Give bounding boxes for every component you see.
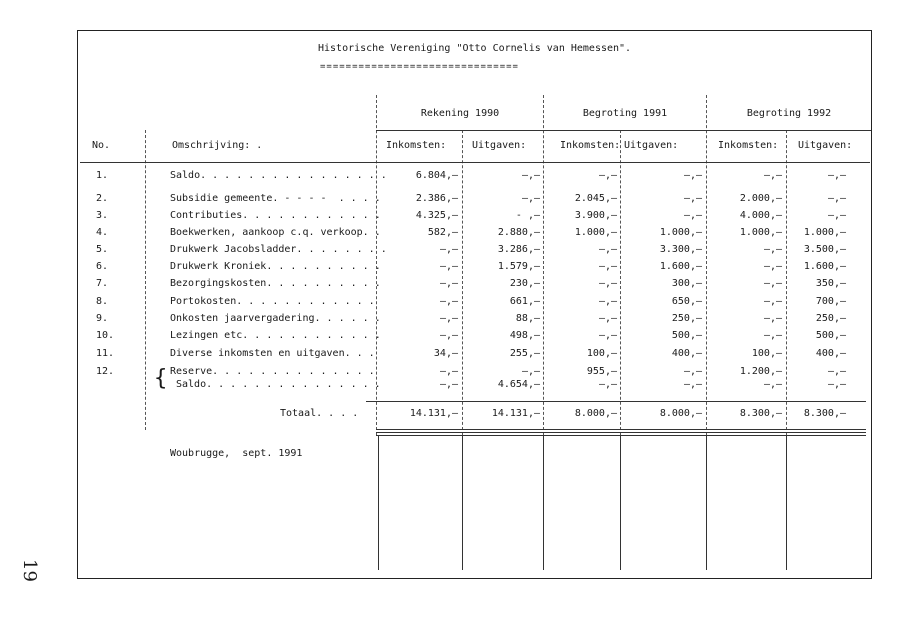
row-value: —,— <box>683 210 702 221</box>
group-header-rekening-1990: Rekening 1990 <box>420 108 500 119</box>
row-number: 9. <box>96 313 109 324</box>
column-header-inkomsten: Inkomsten: <box>718 140 779 151</box>
row-value: —,— <box>521 366 540 377</box>
row-value: —,— <box>598 278 617 289</box>
row-value: —,— <box>827 193 846 204</box>
row-value: 500,— <box>671 330 702 341</box>
row-number: 12. <box>96 366 115 377</box>
group-header-begroting-1992: Begroting 1992 <box>746 108 832 119</box>
row-description: Boekwerken, aankoop c.q. verkoop. . <box>170 227 381 238</box>
total-value: 14.131,— <box>491 408 540 419</box>
row-value: 955,— <box>586 366 617 377</box>
row-value: - ,— <box>515 210 540 221</box>
divider-line <box>80 162 870 163</box>
column-header-uitgaven: Uitgaven: <box>624 140 679 151</box>
total-label: Totaal. . . . <box>280 408 359 419</box>
column-header-uitgaven: Uitgaven: <box>472 140 527 151</box>
row-value: —,— <box>683 379 702 390</box>
row-description: Drukwerk Jacobsladder. . . . . . . . <box>170 244 387 255</box>
row-value: 230,— <box>509 278 540 289</box>
row-value: —,— <box>763 296 782 307</box>
row-value: 100,— <box>586 348 617 359</box>
row-value: 1.200,— <box>739 366 782 377</box>
row-number: 6. <box>96 261 109 272</box>
row-value: 1.000,— <box>659 227 702 238</box>
row-value: —,— <box>439 366 458 377</box>
row-value: 6.804,— <box>415 170 458 181</box>
row-description: Contributies. . . . . . . . . . . . <box>170 210 381 221</box>
divider-line <box>376 435 866 436</box>
row-value: 100,— <box>751 348 782 359</box>
row-value: 498,— <box>509 330 540 341</box>
row-value: —,— <box>827 379 846 390</box>
brace-symbol: { <box>154 366 168 391</box>
row-description: Lezingen etc. . . . . . . . . . . . <box>170 330 381 341</box>
row-value: —,— <box>439 278 458 289</box>
row-value: —,— <box>439 379 458 390</box>
row-value: 1.000,— <box>803 227 846 238</box>
divider-line <box>462 435 463 570</box>
row-value: 661,— <box>509 296 540 307</box>
row-value: 250,— <box>671 313 702 324</box>
row-value: —,— <box>827 210 846 221</box>
row-description: Drukwerk Kroniek. . . . . . . . . . <box>170 261 381 272</box>
row-description: Saldo. . . . . . . . . . . . . . . . <box>170 170 387 181</box>
divider-line <box>786 130 787 435</box>
divider-line <box>145 130 146 430</box>
row-number: 2. <box>96 193 109 204</box>
page-number: 19 <box>18 559 40 582</box>
row-description: Reserve. . . . . . . . . . . . . . <box>170 366 375 377</box>
row-number: 7. <box>96 278 109 289</box>
row-value: 3.900,— <box>574 210 617 221</box>
row-value: 1.600,— <box>803 261 846 272</box>
row-value: —,— <box>763 278 782 289</box>
column-header-uitgaven: Uitgaven: <box>798 140 853 151</box>
row-value: 1.579,— <box>497 261 540 272</box>
row-value: 2.045,— <box>574 193 617 204</box>
divider-line <box>786 435 787 570</box>
row-value: 400,— <box>815 348 846 359</box>
row-description: Bezorgingskosten. . . . . . . . . . <box>170 278 381 289</box>
divider-line <box>378 435 379 570</box>
divider-line <box>376 130 871 131</box>
row-value: —,— <box>763 313 782 324</box>
row-description: Saldo. . . . . . . . . . . . . . . <box>176 379 381 390</box>
row-value: —,— <box>763 170 782 181</box>
total-value: 8.000,— <box>574 408 617 419</box>
divider-line <box>543 95 544 435</box>
total-value: 14.131,— <box>409 408 458 419</box>
row-description: Diverse inkomsten en uitgaven. . . <box>170 348 375 359</box>
row-value: 700,— <box>815 296 846 307</box>
row-value: —,— <box>439 330 458 341</box>
total-value: 8.000,— <box>659 408 702 419</box>
row-value: 3.286,— <box>497 244 540 255</box>
row-value: —,— <box>439 261 458 272</box>
divider-line <box>543 435 544 570</box>
row-value: 650,— <box>671 296 702 307</box>
divider-line <box>462 130 463 435</box>
divider-line <box>366 401 866 402</box>
row-number: 1. <box>96 170 109 181</box>
row-value: 400,— <box>671 348 702 359</box>
total-value: 8.300,— <box>739 408 782 419</box>
column-header-inkomsten: Inkomsten: <box>386 140 447 151</box>
row-value: 2.000,— <box>739 193 782 204</box>
row-value: 1.600,— <box>659 261 702 272</box>
column-header-inkomsten: Inkomsten: <box>560 140 621 151</box>
row-value: 3.300,— <box>659 244 702 255</box>
row-value: 250,— <box>815 313 846 324</box>
row-value: 4.325,— <box>415 210 458 221</box>
footer-place-date: Woubrugge, sept. 1991 <box>170 448 303 459</box>
divider-line <box>620 130 621 435</box>
divider-line <box>706 95 707 435</box>
row-value: —,— <box>683 366 702 377</box>
row-value: 1.000,— <box>574 227 617 238</box>
row-value: 255,— <box>509 348 540 359</box>
row-value: —,— <box>763 261 782 272</box>
row-number: 4. <box>96 227 109 238</box>
row-number: 11. <box>96 348 115 359</box>
row-value: —,— <box>598 379 617 390</box>
title-underline: =============================== <box>320 62 519 72</box>
row-value: 1.000,— <box>739 227 782 238</box>
total-value: 8.300,— <box>803 408 846 419</box>
row-value: —,— <box>598 313 617 324</box>
column-header-omschrijving: Omschrijving: . <box>172 140 263 151</box>
row-value: —,— <box>439 296 458 307</box>
row-value: —,— <box>598 261 617 272</box>
row-value: —,— <box>598 244 617 255</box>
row-value: 300,— <box>671 278 702 289</box>
row-value: 500,— <box>815 330 846 341</box>
row-value: —,— <box>598 170 617 181</box>
row-value: 4.654,— <box>497 379 540 390</box>
group-header-begroting-1991: Begroting 1991 <box>582 108 668 119</box>
row-value: 350,— <box>815 278 846 289</box>
row-value: 34,— <box>433 348 458 359</box>
divider-line <box>620 435 621 570</box>
row-value: 2.386,— <box>415 193 458 204</box>
row-description: Onkosten jaarvergadering. . . . . . <box>170 313 381 324</box>
row-description: Subsidie gemeente. - - - - . . . . <box>170 193 381 204</box>
row-value: 582,— <box>427 227 458 238</box>
row-value: —,— <box>827 170 846 181</box>
row-value: —,— <box>598 296 617 307</box>
row-value: —,— <box>683 193 702 204</box>
row-value: —,— <box>598 330 617 341</box>
row-number: 5. <box>96 244 109 255</box>
row-value: —,— <box>521 170 540 181</box>
row-value: —,— <box>439 244 458 255</box>
row-number: 3. <box>96 210 109 221</box>
row-value: —,— <box>763 244 782 255</box>
row-value: —,— <box>683 170 702 181</box>
divider-line <box>706 435 707 570</box>
row-value: 3.500,— <box>803 244 846 255</box>
row-description: Portokosten. . . . . . . . . . . . <box>170 296 375 307</box>
row-number: 8. <box>96 296 109 307</box>
row-value: 4.000,— <box>739 210 782 221</box>
divider-line <box>376 432 866 433</box>
document-title: Historische Vereniging "Otto Cornelis van Hemessen". <box>318 43 632 54</box>
row-number: 10. <box>96 330 115 341</box>
row-value: —,— <box>439 313 458 324</box>
divider-line <box>376 429 866 430</box>
row-value: —,— <box>827 366 846 377</box>
row-value: —,— <box>521 193 540 204</box>
row-value: 2.880,— <box>497 227 540 238</box>
row-value: 88,— <box>515 313 540 324</box>
row-value: —,— <box>763 330 782 341</box>
row-value: —,— <box>763 379 782 390</box>
column-header-no: No. <box>92 140 111 151</box>
